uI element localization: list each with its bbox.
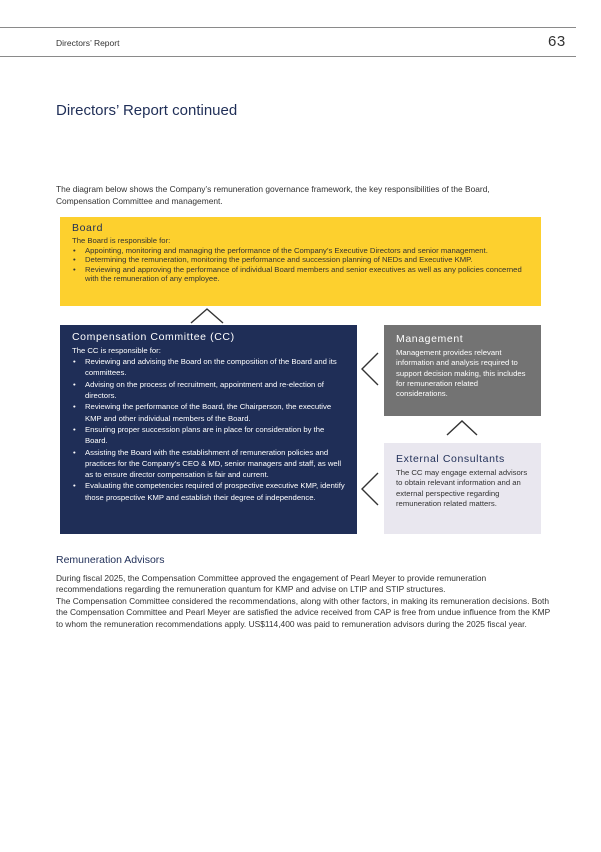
list-item: • Appointing, monitoring and managing the performance of the Company’s Executive Directors and senior management. bbox=[72, 246, 529, 256]
chevron-up-icon bbox=[190, 308, 224, 324]
page-title: Directors’ Report continued bbox=[56, 102, 238, 119]
management-text: Management provides relevant information and analysis required to support decision making, this includes for remuneration related considerations. bbox=[396, 348, 526, 399]
list-item: • Reviewing and advising the Board on the composition of the Board and its committees. bbox=[72, 356, 345, 378]
intro-paragraph: The diagram below shows the Company’s remuneration governance framework, the key responsibilities of the Board, Compensation Committee and management. bbox=[56, 184, 490, 206]
paragraph: The Compensation Committee considered the recommendations, along with other factors, in making its remuneration decisions. Both the Compensation Committee and Pearl Meyer are satisfied the advice received from CAP is free from undue influence from the KMP to whom the remuneration recommendations apply. US$114,400 was paid to remuneration advisors during the 2025 fiscal year. bbox=[56, 595, 551, 629]
board-box bbox=[60, 217, 541, 306]
page-number: 63 bbox=[548, 33, 566, 50]
paragraph: During fiscal 2025, the Compensation Committee approved the engagement of Pearl Meyer to provide remuneration recommendations regarding the remuneration quantum for KMP and advise on LTIP and STIP structures. bbox=[56, 573, 487, 595]
board-lead: The Board is responsible for: bbox=[72, 236, 171, 245]
chevron-left-icon bbox=[361, 352, 379, 386]
list-item: • Reviewing and approving the performance of individual Board members and senior executives as well as any policies concerned with the remuneration of any employee. bbox=[72, 265, 529, 284]
external-title: External Consultants bbox=[396, 453, 505, 465]
remuneration-advisors-body bbox=[56, 573, 551, 630]
cc-title: Compensation Committee (CC) bbox=[72, 331, 235, 343]
external-text: The CC may engage external advisors to obtain relevant information and an external perspective regarding remuneration related matters. bbox=[396, 468, 528, 508]
board-list bbox=[72, 246, 529, 284]
external-consultants-box bbox=[384, 443, 541, 534]
chevron-left-icon bbox=[361, 472, 379, 506]
board-title: Board bbox=[72, 222, 104, 234]
header-rule-top bbox=[0, 27, 576, 28]
list-item: • Ensuring proper succession plans are in place for consideration by the Board. bbox=[72, 424, 345, 446]
cc-list bbox=[72, 356, 345, 503]
cc-lead: The CC is responsible for: bbox=[72, 346, 161, 355]
list-item: • Assisting the Board with the establishment of remuneration policies and practices for the Company’s CEO & MD, senior managers and staff, as well as to ensure director compensation is fair and current. bbox=[72, 447, 345, 481]
list-item: • Evaluating the competencies required of prospective executive KMP, identify those prospective KMP and establish their degree of independence. bbox=[72, 480, 345, 502]
compensation-committee-box bbox=[60, 325, 357, 534]
list-item: • Reviewing the performance of the Board, the Chairperson, the executive KMP and other individual members of the Board. bbox=[72, 401, 345, 423]
list-item: • Determining the remuneration, monitoring the performance and succession planning of NEDs and Executive KMP. bbox=[72, 255, 529, 265]
chevron-up-icon bbox=[446, 420, 478, 436]
management-box bbox=[384, 325, 541, 416]
header-rule-bottom bbox=[0, 56, 576, 57]
running-header-title: Directors’ Report bbox=[56, 38, 120, 48]
list-item: • Advising on the process of recruitment, appointment and re-election of directors. bbox=[72, 379, 345, 401]
remuneration-advisors-heading: Remuneration Advisors bbox=[56, 554, 165, 566]
management-title: Management bbox=[396, 333, 464, 345]
